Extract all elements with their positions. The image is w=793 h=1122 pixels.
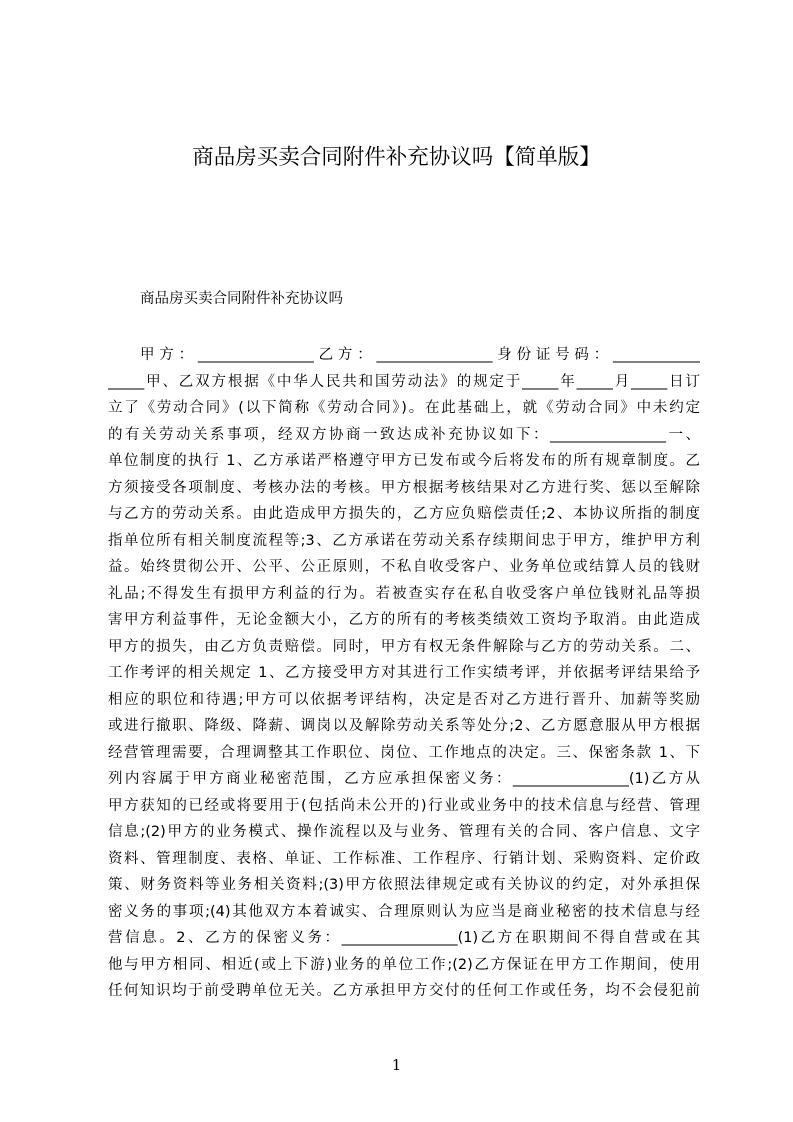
body-line: 信息;(2)甲方的业务模式、操作流程以及与业务、管理有关的合同、客户信息、文字	[108, 824, 700, 840]
body-line: 方须接受各项制度、考核办法的考核。甲方根据考核结果对乙方进行奖、惩以至解除	[108, 479, 700, 496]
body-line: 甲方的损失，由乙方负责赔偿。同时，甲方有权无条件解除与乙方的劳动关系。二、	[108, 638, 700, 655]
body-line: 相应的职位和待遇;甲方可以依据考评结构，决定是否对乙方进行晋升、加薪等奖励	[108, 691, 700, 708]
document-body	[108, 342, 700, 1005]
body-line: 与乙方的劳动关系。由此造成甲方损失的，乙方应负赔偿责任;2、本协议所指的制度	[108, 506, 700, 522]
body-line: 工作考评的相关规定 1、乙方接受甲方对其进行工作实绩考评，并依据考评结果给予	[108, 665, 700, 681]
body-line: 立了《劳动合同》(以下简称《劳动合同》)。在此基础上，就《劳动合同》中未约定	[108, 400, 700, 416]
body-line: 甲方获知的已经或将要用于(包括尚未公开的)行业或业务中的技术信息与经营、管理	[108, 797, 700, 814]
body-line: 经营管理需要，合理调整其工作职位、岗位、工作地点的决定。三、保密条款 1、下	[108, 744, 700, 761]
page-number: 1	[391, 1056, 402, 1074]
body-line: 密义务的事项;(4)其他双方本着诚实、合理原则认为应当是商业秘密的技术信息与经	[108, 903, 700, 920]
page-title: 商品房买卖合同附件补充协议吗【简单版】	[192, 145, 601, 170]
body-line: 害甲方利益事件，无论金额大小，乙方的所有的考核类绩效工资均予取消。由此造成	[108, 612, 700, 628]
body-line: 资料、管理制度、表格、单证、工作标准、工作程序、行销计划、采购资料、定价政	[108, 850, 700, 867]
document-subtitle: 商品房买卖合同附件补充协议吗	[140, 291, 343, 307]
body-line: 单位制度的执行 1、乙方承诺严格遵守甲方已发布或今后将发布的所有规章制度。乙	[108, 453, 700, 469]
body-line: 他与甲方相同、相近(或上下游)业务的单位工作;(2)乙方保证在甲方工作期间，使用	[108, 956, 700, 973]
body-line: 的有关劳动关系事项，经双方协商一致达成补充协议如下：________________一、	[108, 426, 700, 443]
body-line: 甲方：________________乙方：________________身份证号码：____________	[140, 347, 700, 363]
body-line: _____甲、乙双方根据《中华人民共和国劳动法》的规定于_____年_____月_____日订	[108, 373, 700, 390]
body-line: 益。始终贯彻公开、公平、公正原则，不私自收受客户、业务单位或结算人员的钱财	[108, 559, 700, 575]
body-line: 营信息。2、乙方的保密义务：________________(1)乙方在职期间不得自营或在其	[108, 930, 700, 946]
body-line: 策、财务资料等业务相关资料;(3)甲方依照法律规定或有关协议的约定，对外承担保	[108, 877, 700, 893]
body-line: 礼品;不得发生有损甲方利益的行为。若被查实存在私自收受客户单位钱财礼品等损	[108, 585, 700, 602]
body-line: 列内容属于甲方商业秘密范围，乙方应承担保密义务：________________(1)乙方从	[108, 771, 700, 787]
body-line: 或进行撤职、降级、降薪、调岗以及解除劳动关系等处分;2、乙方愿意服从甲方根据	[108, 718, 700, 734]
body-line: 指单位所有相关制度流程等;3、乙方承诺在劳动关系存续期间忠于甲方，维护甲方利	[108, 532, 700, 549]
body-line: 任何知识均于前受聘单位无关。乙方承担甲方交付的任何工作或任务，均不会侵犯前	[108, 983, 700, 999]
